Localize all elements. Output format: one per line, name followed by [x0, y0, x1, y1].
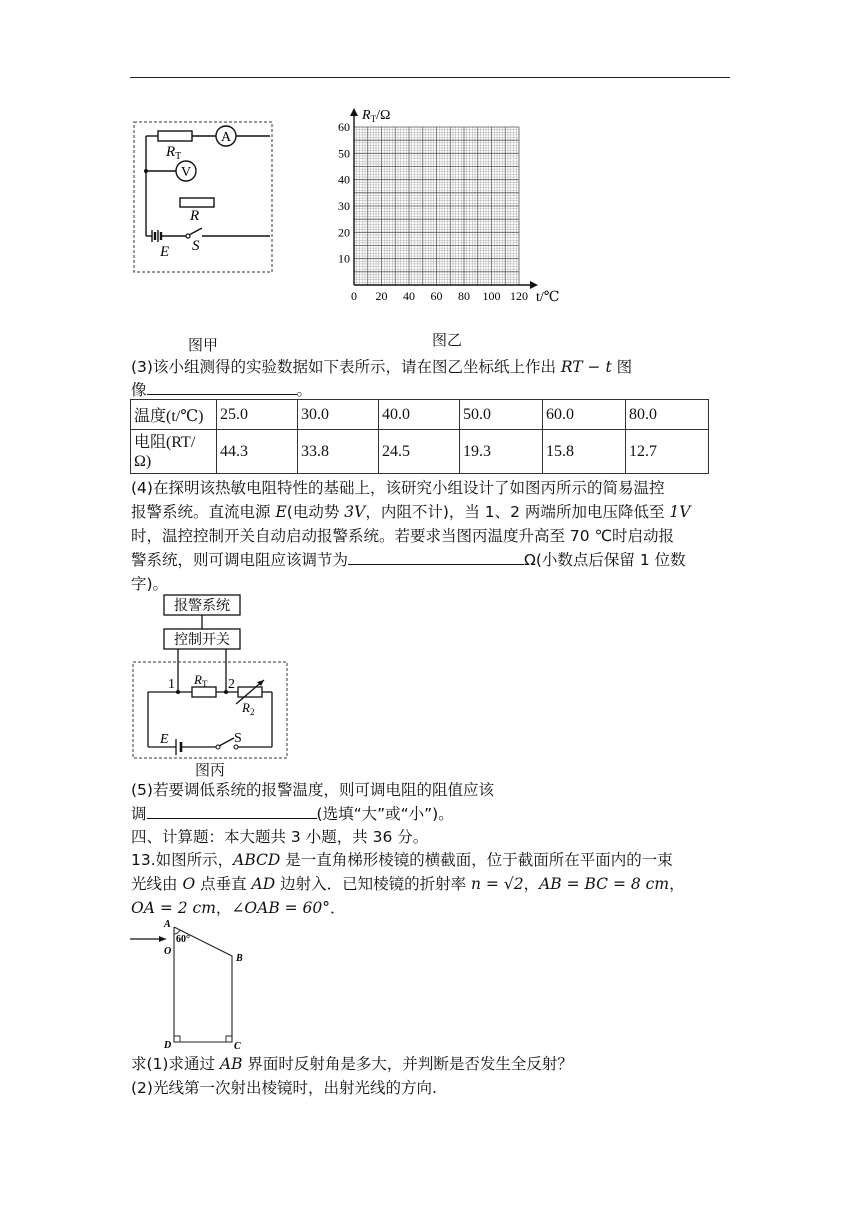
- q3-line2: 像 。: [131, 378, 731, 402]
- label-d: D: [164, 1040, 172, 1051]
- caption-fig-c: 图丙: [195, 761, 226, 779]
- alarm-circuit-figure-c: [130, 592, 292, 778]
- alarm-system-label: 报警系统: [174, 599, 230, 614]
- table-cell: 80.0: [626, 400, 709, 430]
- label-c: C: [234, 1041, 241, 1052]
- y-tick-label: 10: [338, 251, 350, 266]
- section-heading: 四、计算题：本大题共 3 小题，共 36 分。: [131, 828, 429, 846]
- header-rule: [130, 77, 730, 78]
- source-label-c: E: [160, 732, 169, 747]
- circuit-figure-a: [130, 118, 276, 276]
- table-cell: 25.0: [217, 400, 298, 430]
- node-1-label: 1: [168, 677, 175, 692]
- r2-label: $R_2$: [242, 700, 255, 717]
- table-cell: 24.5: [379, 430, 460, 474]
- node-2-label: 2: [228, 677, 235, 692]
- angle-label: 60°: [176, 934, 190, 945]
- switch-label: S: [192, 238, 200, 254]
- rt-grid-chart: [328, 100, 578, 312]
- table-cell: 60.0: [543, 400, 626, 430]
- switch-icon: [219, 738, 234, 746]
- row-header-resistance: 电阻(RT/ Ω): [131, 430, 217, 474]
- y-tick-label: 20: [338, 225, 350, 240]
- ammeter-label: A: [220, 130, 232, 145]
- ray-arrow-icon: [159, 936, 166, 942]
- x-tick-label: 40: [403, 289, 415, 303]
- q4-line5: 字)。: [131, 575, 169, 593]
- x-tick-label: 0: [351, 289, 357, 303]
- x-axis-label: t/℃: [536, 290, 560, 305]
- q5-line2: 调 (选填“大”或“小”)。: [131, 802, 731, 826]
- switch-icon: [189, 228, 202, 235]
- table-row-temperature: [131, 400, 709, 430]
- source-label: E: [160, 244, 170, 260]
- q13-line1: 13.如图所示，ABCD 是一直角梯形棱镜的横截面，位于截面所在平面内的一束: [131, 851, 673, 869]
- label-a: A: [164, 919, 171, 930]
- q13-line3: OA = 2 cm，∠OAB = 60°．: [131, 899, 346, 917]
- q4-line4: 警系统，则可调电阻应该调节为 Ω(小数点后保留 1 位数: [131, 548, 731, 572]
- x-axis-arrow-icon: [530, 281, 538, 289]
- label-b: B: [236, 953, 243, 964]
- switch-label-c: S: [234, 731, 242, 746]
- x-tick-label: 20: [375, 289, 388, 303]
- rt-label: $R_T$: [166, 144, 182, 162]
- x-tick-label: 80: [458, 289, 470, 303]
- x-tick-label: 120: [510, 289, 528, 303]
- control-switch-label: 控制开关: [174, 633, 230, 648]
- table-cell: 30.0: [298, 400, 379, 430]
- rt-label-c: $R_T$: [194, 672, 208, 689]
- y-tick-label: 40: [338, 172, 350, 187]
- q4-line2: 报警系统。直流电源 E(电动势 3V，内阻不计)，当 1、2 两端所加电压降低至 1V: [131, 503, 691, 521]
- data-table: [130, 399, 709, 474]
- resistor-r: [180, 198, 214, 207]
- caption-fig-a: 图甲: [188, 336, 219, 354]
- caption-fig-b: 图乙: [432, 331, 463, 349]
- y-tick-label: 30: [338, 199, 350, 213]
- q5-line1: (5)若要调低系统的报警温度，则可调电阻的阻值应该: [131, 781, 494, 799]
- q3-answer-blank[interactable]: [147, 378, 297, 395]
- y-axis-label: $R_T/\Omega$: [362, 108, 391, 124]
- q3-line1: (3)该小组测得的实验数据如下表所示，请在图乙坐标纸上作出 RT − t 图: [131, 358, 633, 376]
- q4-answer-blank[interactable]: [348, 548, 524, 565]
- voltmeter-label: V: [180, 165, 192, 180]
- q13-line2: 光线由 O 点垂直 AD 边射入．已知棱镜的折射率 n = √2，AB = BC = 8 cm，: [131, 875, 685, 893]
- y-tick-label: 50: [338, 146, 350, 161]
- table-cell: 15.8: [543, 430, 626, 474]
- row-header-temperature: 温度(t/℃): [131, 400, 217, 430]
- y-tick-label: 60: [338, 120, 350, 134]
- table-cell: 19.3: [460, 430, 543, 474]
- q5-answer-blank[interactable]: [147, 802, 317, 819]
- q4-line1: (4)在探明该热敏电阻特性的基础上，该研究小组设计了如图丙所示的简易温控: [131, 479, 665, 497]
- x-tick-label: 60: [430, 289, 443, 303]
- question-2: (2)光线第一次射出棱镜时，出射光线的方向.: [131, 1079, 437, 1097]
- label-o: O: [164, 946, 172, 957]
- x-tick-label: 100: [482, 289, 501, 303]
- table-cell: 12.7: [626, 430, 709, 474]
- y-axis-arrow-icon: [350, 108, 358, 116]
- table-cell: 50.0: [460, 400, 543, 430]
- table-cell: 33.8: [298, 430, 379, 474]
- thermistor-rt: [158, 131, 192, 141]
- table-row-resistance: [131, 430, 709, 474]
- question-1: 求(1)求通过 AB 界面时反射角是多大，并判断是否发生全反射？: [131, 1055, 573, 1073]
- q4-line3: 时，温控控制开关自动启动报警系统。若要求当图丙温度升高至 70 ℃时启动报: [131, 527, 674, 545]
- table-cell: 40.0: [379, 400, 460, 430]
- prism-figure: [128, 914, 268, 1054]
- table-cell: 44.3: [217, 430, 298, 474]
- r-label: R: [190, 208, 200, 224]
